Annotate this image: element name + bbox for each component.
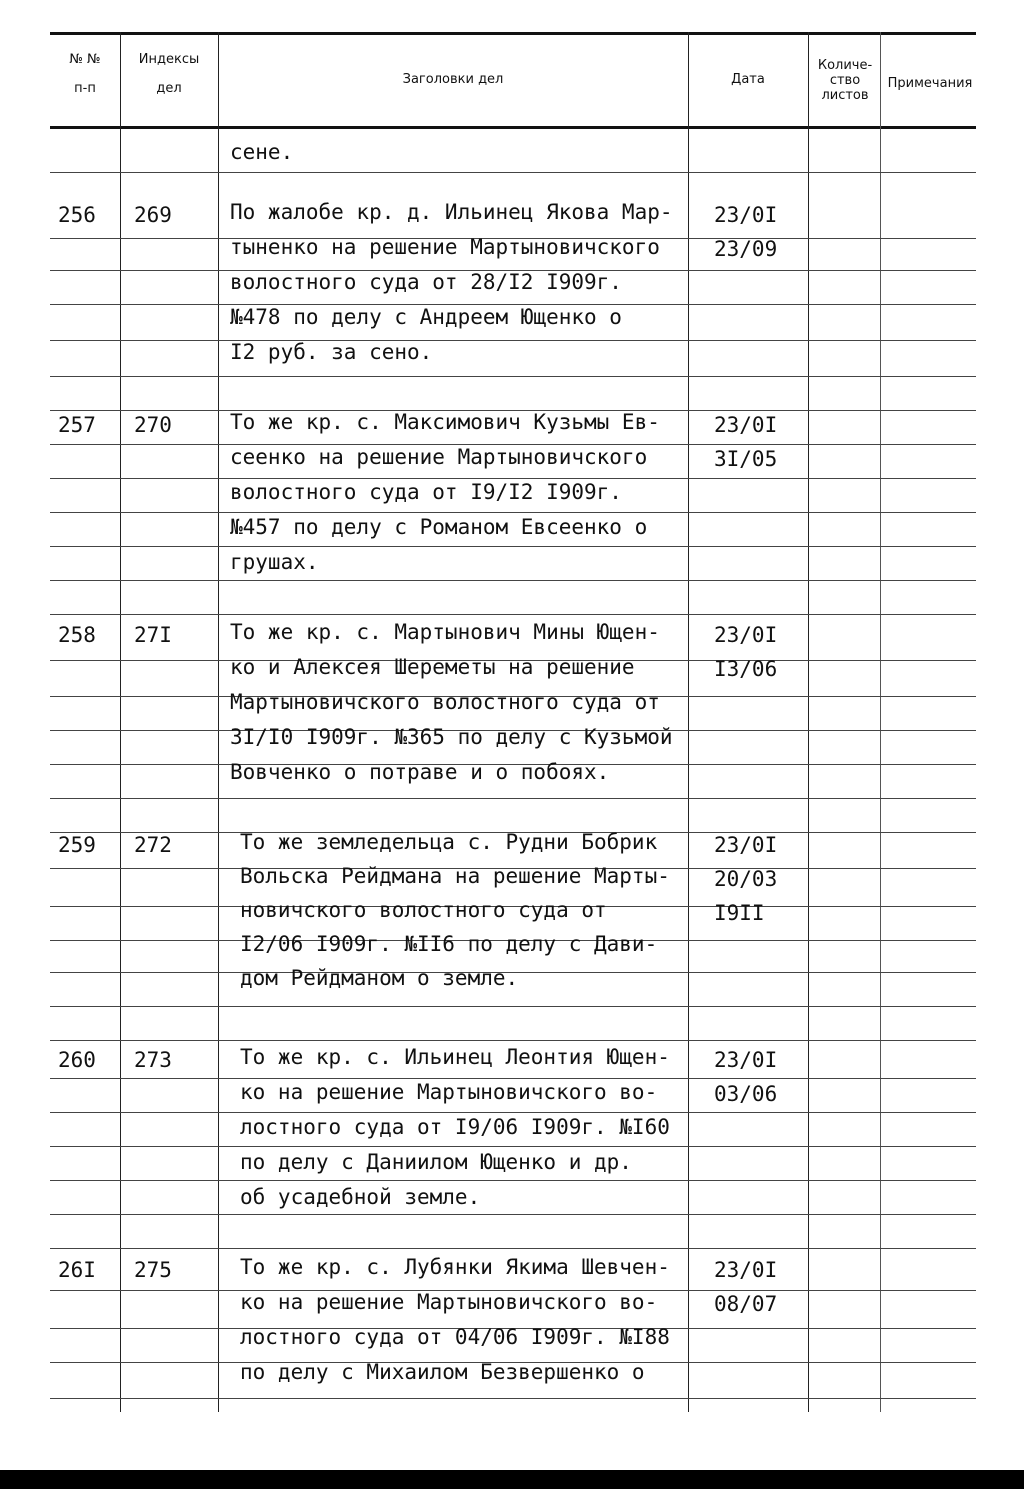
case-title-line: То же кр. с. Ильинец Леонтия Ющен-	[240, 1045, 670, 1069]
case-date: 3I/05	[714, 447, 778, 471]
case-date: 03/06	[714, 1082, 778, 1106]
case-title-line: Мартыновичского волостного суда от	[230, 690, 660, 714]
case-title-line: 3I/I0 I909г. №365 по делу с Кузьмой	[230, 725, 673, 749]
row-index: 269	[134, 203, 172, 227]
header-date: Дата	[731, 72, 765, 87]
case-title-line: №478 по делу с Андреем Ющенко о	[230, 305, 622, 329]
row-index: 270	[134, 413, 172, 437]
ruled-line	[50, 1078, 976, 1079]
ruled-line	[50, 1180, 976, 1181]
ruled-line	[50, 172, 976, 173]
col-divider-1	[120, 32, 121, 1412]
case-title-line: по делу с Даниилом Ющенко и др.	[240, 1150, 632, 1174]
ruled-line	[50, 1398, 976, 1399]
case-date: 23/0I	[714, 203, 778, 227]
col-divider-4	[808, 32, 809, 1412]
scan-bottom-edge	[0, 1470, 1024, 1489]
ruled-line	[50, 1248, 976, 1249]
case-title-line: об усадебной земле.	[240, 1185, 481, 1209]
case-title-line: То же кр. с. Лубянки Якима Шевчен-	[240, 1255, 670, 1279]
case-title-line: дом Рейдманом о земле.	[240, 966, 519, 990]
carryover-text: сене.	[230, 140, 294, 164]
row-index: 275	[134, 1258, 172, 1282]
row-number: 26I	[58, 1258, 96, 1282]
ruled-line	[50, 546, 976, 547]
case-date: I9II	[714, 901, 765, 925]
top-border	[50, 32, 976, 35]
row-index: 273	[134, 1048, 172, 1072]
case-title-line: лостного суда от 04/06 I909г. №I88	[240, 1325, 670, 1349]
col-divider-3	[688, 32, 689, 1412]
case-date: 23/0I	[714, 1048, 778, 1072]
row-number: 256	[58, 203, 96, 227]
case-title-line: по делу с Михаилом Безвершенко о	[240, 1360, 645, 1384]
case-title-line: ко и Алексея Шереметы на решение	[230, 655, 635, 679]
case-title-line: I2/06 I909г. №II6 по делу с Дави-	[240, 932, 658, 956]
case-title-line: То же земледельца с. Рудни Бобрик	[240, 830, 658, 854]
case-date: 23/0I	[714, 833, 778, 857]
case-title-line: Вольска Рейдмана на решение Марты-	[240, 864, 670, 888]
row-index: 272	[134, 833, 172, 857]
case-title-line: тыненко на решение Мартыновичского	[230, 235, 660, 259]
case-title-line: новичского волостного суда от	[240, 898, 607, 922]
row-number: 259	[58, 833, 96, 857]
ruled-line	[50, 798, 976, 799]
case-title-line: №457 по делу с Романом Евсеенко о	[230, 515, 648, 539]
case-title-line: сеенко на решение Мартыновичского	[230, 445, 648, 469]
ruled-line	[50, 1040, 976, 1041]
row-number: 257	[58, 413, 96, 437]
case-title-line: По жалобе кр. д. Ильинец Якова Мар-	[230, 200, 673, 224]
ruled-line	[50, 1214, 976, 1215]
ruled-line	[50, 1112, 976, 1113]
header-title: Заголовки дел	[402, 72, 504, 87]
case-date: 23/0I	[714, 413, 778, 437]
ruled-line	[50, 1006, 976, 1007]
ruled-line	[50, 1146, 976, 1147]
case-title-line: волостного суда от I9/I2 I909г.	[230, 480, 622, 504]
case-date: 20/03	[714, 867, 778, 891]
case-title-line: волостного суда от 28/I2 I909г.	[230, 270, 622, 294]
case-date: I3/06	[714, 657, 778, 681]
row-number: 260	[58, 1048, 96, 1072]
case-title-line: ко на решение Мартыновичского во-	[240, 1080, 658, 1104]
ruled-line	[50, 340, 976, 341]
case-date: 23/09	[714, 237, 778, 261]
col-divider-2	[218, 32, 219, 1412]
case-date: 23/0I	[714, 1258, 778, 1282]
case-title-line: грушах.	[230, 550, 319, 574]
ruled-line	[50, 614, 976, 615]
ruled-line	[50, 376, 976, 377]
case-title-line: То же кр. с. Максимович Кузьмы Ев-	[230, 410, 660, 434]
case-title-line: ко на решение Мартыновичского во-	[240, 1290, 658, 1314]
header-bottom-border	[50, 126, 976, 129]
case-date: 08/07	[714, 1292, 778, 1316]
row-number: 258	[58, 623, 96, 647]
header-num: № № п-п	[69, 52, 101, 96]
ruled-line	[50, 580, 976, 581]
ruled-line	[50, 512, 976, 513]
case-date: 23/0I	[714, 623, 778, 647]
case-title-line: I2 руб. за сено.	[230, 340, 433, 364]
header-sheets: Количе- ство листов	[817, 58, 873, 103]
ruled-line	[50, 478, 976, 479]
case-title-line: То же кр. с. Мартынович Мины Ющен-	[230, 620, 660, 644]
case-title-line: Вовченко о потраве и о побоях.	[230, 760, 610, 784]
col-divider-5	[880, 32, 881, 1412]
row-index: 27I	[134, 623, 172, 647]
case-title-line: лостного суда от I9/06 I909г. №I60	[240, 1115, 670, 1139]
header-index: Индексы дел	[138, 52, 200, 96]
header-notes: Примечания	[887, 76, 973, 91]
